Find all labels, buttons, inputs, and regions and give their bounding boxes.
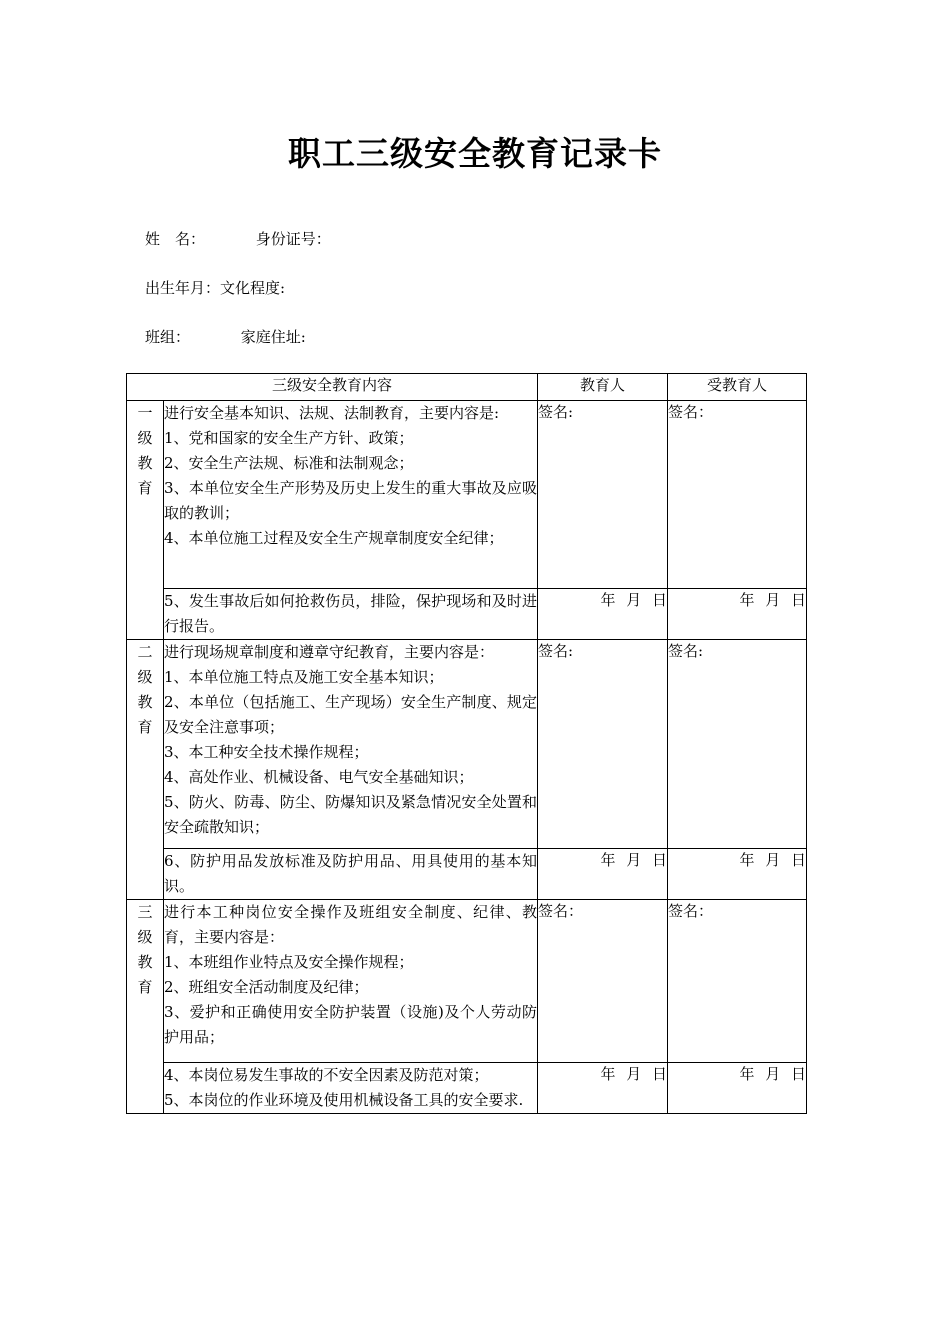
level-2-row [127,640,807,849]
birth-date-label: 出生年月： [145,279,221,297]
info-row-team [145,326,306,347]
level-3-row [127,900,807,1063]
level-3-educator-signature[interactable]: 签名： [538,900,668,1063]
level-1-educatee-date[interactable]: 年 月 日 [668,589,807,640]
level-3-educatee-date[interactable]: 年 月 日 [668,1063,807,1114]
name-label: 姓 名： [145,230,206,248]
page-title: 职工三级安全教育记录卡 [288,134,662,173]
level-2-content-last: 6、防护用品发放标准及防护用品、用具使用的基本知识。 [164,849,538,900]
level-1-content: 进行安全基本知识、法规、法制教育，主要内容是: 1、党和国家的安全生产方针、政策； 2、安全生产法规、标准和法制观念； 3、本单位安全生产形势及历史上发生的重大事故及应吸取的教训； 4、本单位施工过程及安全生产规章制度安全纪律； [164,401,538,589]
info-row-name [145,228,331,249]
header-educator: 教育人 [538,374,668,401]
level-1-educatee-signature[interactable]: 签名： [668,401,807,589]
level-1-date-row [127,589,807,640]
table-header-row [127,374,807,401]
level-2-educator-date[interactable]: 年 月 日 [538,849,668,900]
level-1-row [127,401,807,589]
level-3-label: 三级教育 [127,900,164,1114]
level-2-label: 二级教育 [127,640,164,900]
level-2-content: 进行现场规章制度和遵章守纪教育，主要内容是： 1、本单位施工特点及施工安全基本知识； 2、本单位（包括施工、生产现场）安全生产制度、规定及安全注意事项； 3、本工种安全技术操作规程； 4、高处作业、机械设备、电气安全基础知识； 5、防火、防毒、防尘、防爆知识及紧急情况安全处置和安全疏散知识； [164,640,538,849]
level-2-educator-signature[interactable]: 签名: [538,640,668,849]
header-educatee: 受教育人 [668,374,807,401]
education-record-table [126,373,807,1114]
level-3-educator-date[interactable]: 年 月 日 [538,1063,668,1114]
team-label: 班组： [145,328,191,346]
education-level-label: 文化程度: [220,279,286,297]
home-address-label: 家庭住址: [240,328,306,346]
level-2-educatee-date[interactable]: 年 月 日 [668,849,807,900]
level-3-educatee-signature[interactable]: 签名： [668,900,807,1063]
level-1-label: 一级教育 [127,401,164,640]
level-2-educatee-signature[interactable]: 签名: [668,640,807,849]
level-1-content-last: 5、发生事故后如何抢救伤员，排险，保护现场和及时进行报告。 [164,589,538,640]
level-3-content-tail: 4、本岗位易发生事故的不安全因素及防范对策； 5、本岗位的作业环境及使用机械设备工具的安全要求. [164,1063,538,1114]
header-content: 三级安全教育内容 [127,374,538,401]
info-row-birth [145,277,285,298]
id-number-label: 身份证号： [255,230,331,248]
level-3-content: 进行本工种岗位安全操作及班组安全制度、纪律、教育，主要内容是： 1、本班组作业特点及安全操作规程； 2、班组安全活动制度及纪律； 3、爱护和正确使用安全防护装置（设施)及个人劳动防护用品； [164,900,538,1063]
level-2-date-row [127,849,807,900]
level-1-educator-date[interactable]: 年 月 日 [538,589,668,640]
level-1-educator-signature[interactable]: 签名: [538,401,668,589]
level-3-date-row [127,1063,807,1114]
